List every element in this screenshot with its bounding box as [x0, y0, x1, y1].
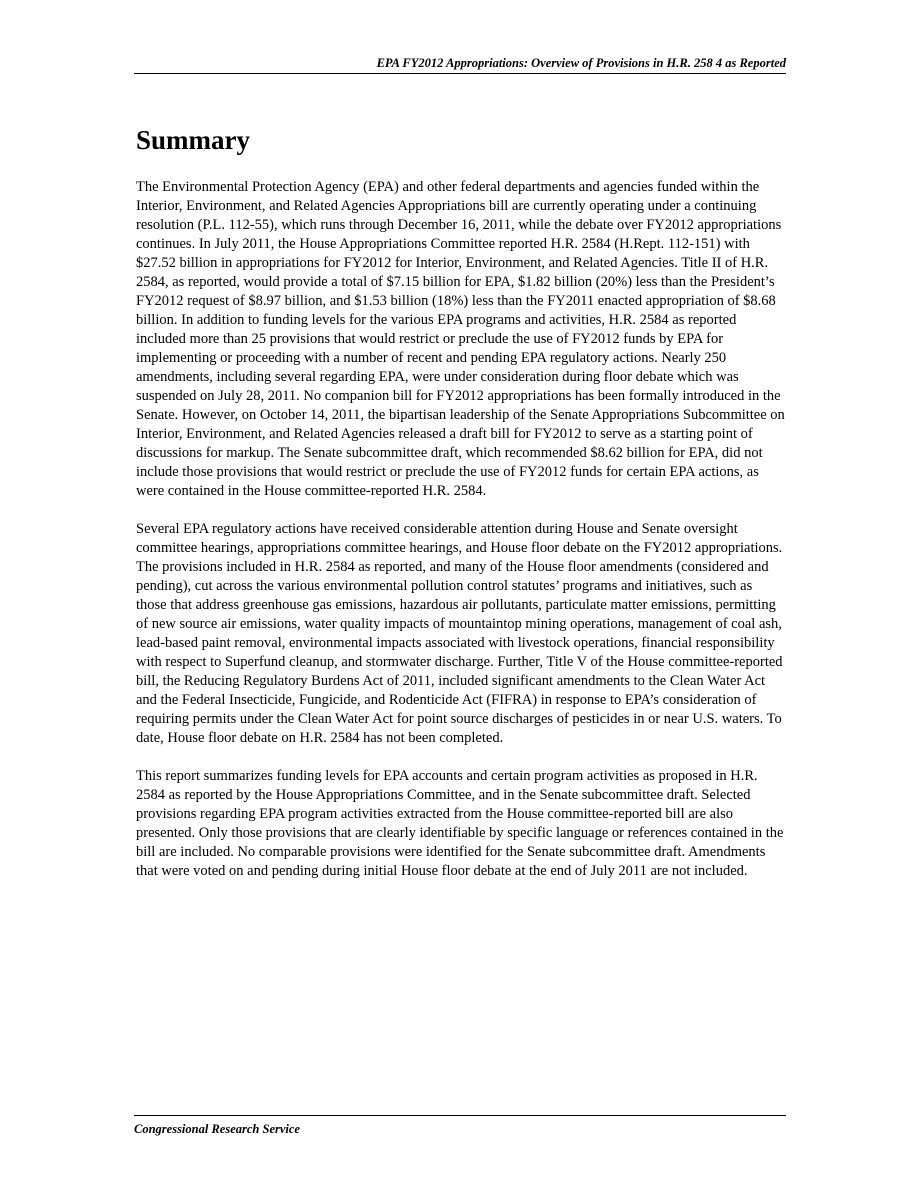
summary-paragraph-1: The Environmental Protection Agency (EPA) and other federal departments and agencies funded within the Interior, Environment, and Related Agencies Appropriations bill are currently operating under a continuing resolution (P.L. 112-55), which runs through December 16, 2011, while the debate over FY2012 appropriations continues. In July 2011, the House Appropriations Committee reported H.R. 2584 (H.Rept. 112-151) with $27.52 billion in appropriations for FY2012 for Interior, Environment, and Related Agencies. Title II of H.R. 2584, as reported, would provide a total of $7.15 billion for EPA, $1.82 billion (20%) less than the President’s FY2012 request of $8.97 billion, and $1.53 billion (18%) less than the FY2011 enacted appropriation of $8.68 billion. In addition to funding levels for the various EPA programs and activities, H.R. 2584 as reported included more than 25 provisions that would restrict or preclude the use of FY2012 funds by EPA for implementing or proceeding with a number of recent and pending EPA regulatory actions. Nearly 250 amendments, including several regarding EPA, were under consideration during floor debate which was suspended on July 28, 2011. No companion bill for FY2012 appropriations has been formally introduced in the Senate. However, on October 14, 2011, the bipartisan leadership of the Senate Appropriations Subcommittee on Interior, Environment, and Related Agencies released a draft bill for FY2012 to serve as a starting point of discussions for markup. The Senate subcommittee draft, which recommended $8.62 billion for EPA, did not include those provisions that would restrict or preclude the use of FY2012 funds for certain EPA actions, as were contained in the House committee-reported H.R. 2584.	[136, 179, 785, 499]
page-title: Summary	[136, 125, 250, 155]
running-footer	[134, 1115, 786, 1137]
summary-paragraph-2: Several EPA regulatory actions have received considerable attention during House and Senate oversight committee hearings, appropriations committee hearings, and House floor debate on the FY2012 appropriations. The provisions included in H.R. 2584 as reported, and many of the House floor amendments (considered and pending), cut across the various environmental pollution control statutes’ programs and initiatives, such as those that address greenhouse gas emissions, hazardous air pollutants, particulate matter emissions, permitting of new source air emissions, water quality impacts of mountaintop mining operations, management of coal ash, lead-based paint removal, environmental impacts associated with livestock operations, financial responsibility with respect to Superfund cleanup, and stormwater discharge. Further, Title V of the House committee-reported bill, the Reducing Regulatory Burdens Act of 2011, included significant amendments to the Clean Water Act and the Federal Insecticide, Fungicide, and Rodenticide Act (FIFRA) in response to EPA’s consideration of requiring permits under the Clean Water Act for point source discharges of pesticides in or near U.S. waters. To date, House floor debate on H.R. 2584 has not been completed.	[136, 521, 783, 746]
summary-paragraph-3: This report summarizes funding levels for EPA accounts and certain program activities as proposed in H.R. 2584 as reported by the House Appropriations Committee, and in the Senate subcommittee draft. Selected provisions regarding EPA program activities extracted from the House committee-reported bill are also presented. Only those provisions that are clearly identifiable by specific language or references contained in the bill are included. No comparable provisions were identified for the Senate subcommittee draft. Amendments that were voted on and pending during initial House floor debate at the end of July 2011 are not included.	[136, 768, 784, 879]
running-header	[134, 55, 786, 74]
running-header-title: EPA FY2012 Appropriations: Overview of Provisions in H.R. 258 4 as Reported	[376, 56, 786, 70]
footer-organization: Congressional Research Service	[134, 1122, 300, 1136]
summary-body	[136, 178, 786, 900]
